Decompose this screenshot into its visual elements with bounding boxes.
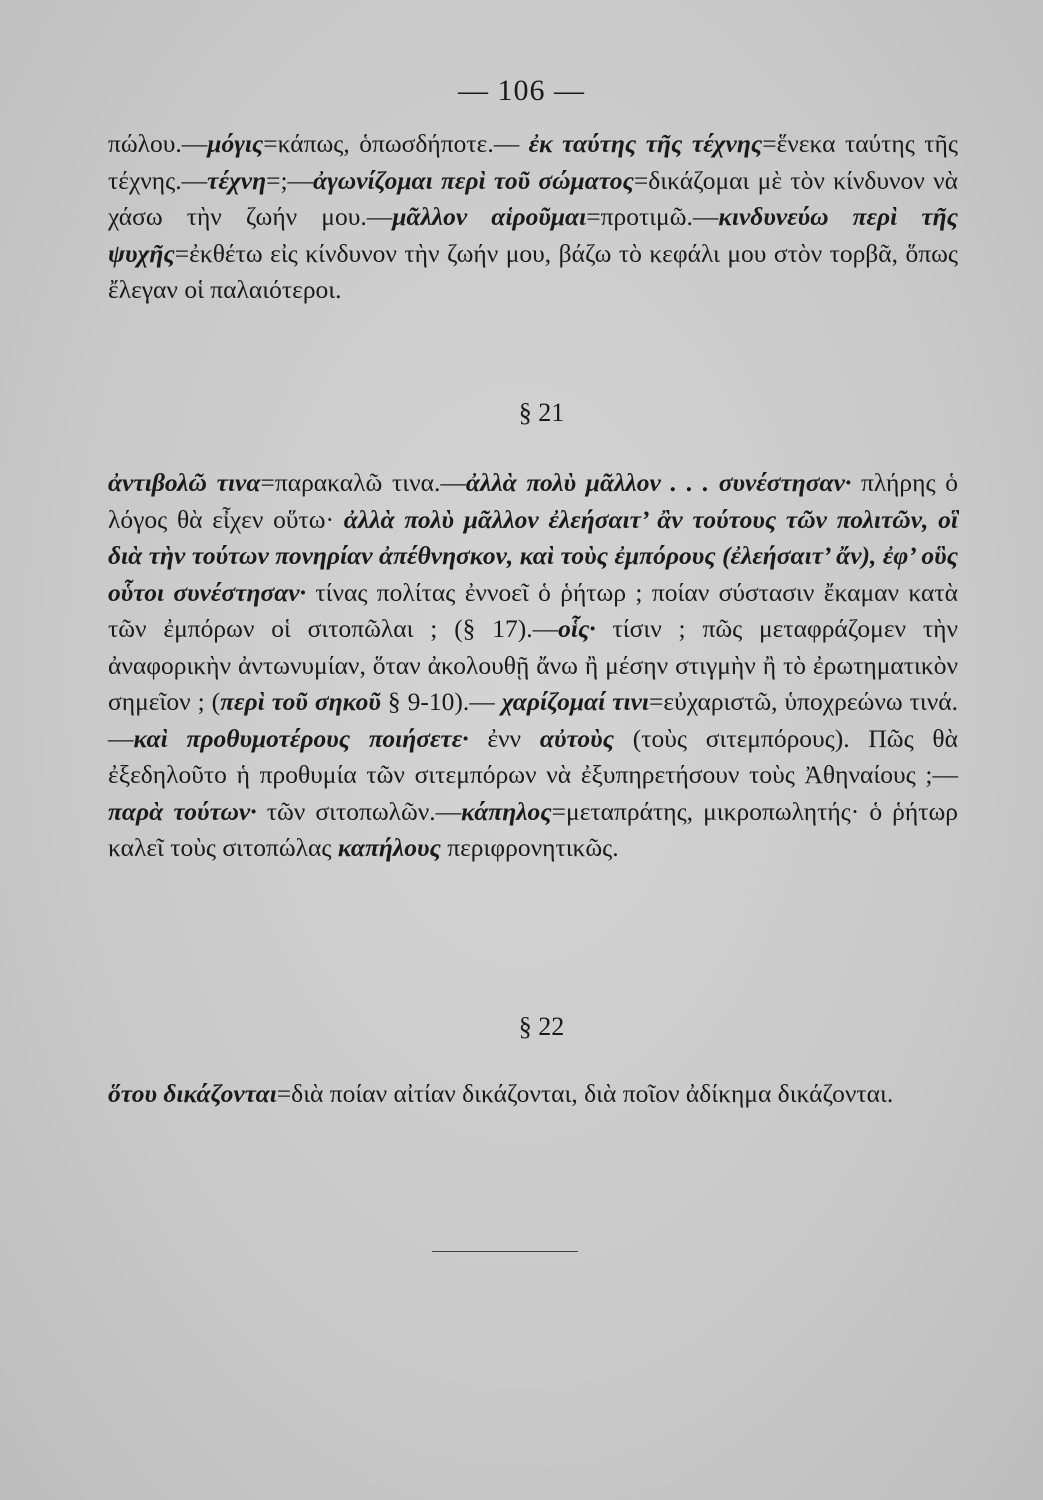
page-number: — 106 — <box>458 74 585 107</box>
lemma-term: κάπηλος <box>461 796 552 826</box>
gloss-text: πώλου.— <box>108 129 208 158</box>
gloss-text: τίσιν ; πῶς μεταφράζομεν τὴν ἀναφορικὴν ἀντωνυμίαν, ὅταν ἀκολουθῇ ἄνω ἢ μέσην στιγμὴν ἢ τὸ ἐρωτηματικὸν σημεῖον ; ( <box>108 614 958 716</box>
lemma-term: ἐκ ταύτης τῆς τέχνης <box>528 129 763 158</box>
lemma-term: αὐτοὺς <box>539 723 615 753</box>
paragraph-glossary-22 <box>108 1076 958 1113</box>
lemma-term: τέχνη <box>207 165 267 195</box>
paragraph-glossary-21 <box>108 465 958 867</box>
gloss-text: =κάπως, ὁπωσδήποτε.— <box>263 129 529 158</box>
gloss-text: =μεταπράτης, μικροπωλητής· ὁ ῥήτωρ καλεῖ τοὺς σιτοπώλας <box>108 796 958 862</box>
gloss-text: τῶν σιτοπωλῶν.— <box>256 796 462 826</box>
gloss-text: =δικάζομαι μὲ τὸν κίνδυνον νὰ χάσω τὴν ζωήν μου.— <box>108 165 958 231</box>
lemma-term: μᾶλλον αἱροῦμαι <box>392 202 587 231</box>
lemma-term: κινδυνεύω περὶ τῆς ψυχῆς <box>108 202 958 268</box>
gloss-text: =ἐκθέτω εἰς κίνδυνον τὴν ζωήν μου, βάζω τὸ κεφάλι μου στὸν τορβᾶ, ὅπως ἔλεγαν οἱ παλαιότεροι. <box>108 238 958 304</box>
lemma-term: παρὰ τούτων· <box>108 796 257 826</box>
closing-rule <box>432 1251 578 1252</box>
gloss-text: =;— <box>266 165 314 195</box>
gloss-text: =προτιμῶ.— <box>586 202 719 231</box>
lemma-term: ἀλλὰ πολὺ μᾶλλον ἐλεήσαιτ’ ἂν τούτους τῶν πολιτῶν, οἳ διὰ τὴν τούτων πονηρίαν ἀπέθνησκον, καὶ τοὺς ἐμπόρους (ἐλεήσαιτ’ ἄν), ἐφ’ οὓς οὗτοι συνέστησαν· <box>108 504 959 607</box>
lemma-term: περὶ τοῦ σηκοῦ <box>220 687 381 716</box>
lemma-term: ὅτου δικάζονται <box>108 1079 277 1108</box>
lemma-term: καπήλους <box>337 833 441 862</box>
gloss-text: ἐνν <box>468 723 540 753</box>
paragraph-glossary-1 <box>108 126 958 309</box>
lemma-term: καὶ προθυμοτέρους ποιήσετε· <box>133 723 469 753</box>
gloss-text: =διὰ ποίαν αἰτίαν δικάζονται, διὰ ποῖον ἀδίκημα δικάζονται. <box>276 1079 894 1108</box>
lemma-term: ἀλλὰ πολὺ μᾶλλον . . . συνέστησαν· <box>465 468 852 497</box>
gloss-text: =ἕνεκα ταύτης τῆς τέχνης.— <box>108 129 958 195</box>
lemma-term: ἀντιβολῶ τινα <box>108 468 261 497</box>
gloss-text: περιφρονητικῶς. <box>440 833 619 862</box>
lemma-term: μόγις <box>207 129 264 158</box>
gloss-text: § 9-10).— <box>380 687 502 716</box>
gloss-text: τίνας πολίτας ἐννοεῖ ὁ ῥήτωρ ; ποίαν σύστασιν ἔκαμαν κατὰ τῶν ἐμπόρων οἱ σιτοπῶλαι ; (§ 17).— <box>108 577 958 643</box>
gloss-text: (τοὺς σιτεμπόρους). Πῶς θὰ ἐξεδηλοῦτο ἡ προθυμία τῶν σιτεμπόρων νὰ ἐξυπηρετήσουν τοὺς Ἀθηναίους ;— <box>108 723 958 789</box>
gloss-text: =εὐχαριστῶ, ὑποχρεώνω τινά.— <box>108 687 958 753</box>
lemma-term: χαρίζομαί τινι <box>501 687 649 716</box>
section-heading-22: § 22 <box>518 1012 565 1041</box>
gloss-text: πλήρης ὁ λόγος θὰ εἶχεν οὕτω· <box>108 468 959 534</box>
lemma-term: ἀγωνίζομαι περὶ τοῦ σώματος <box>313 165 634 195</box>
gloss-text: =παρακαλῶ τινα.— <box>260 468 466 497</box>
lemma-term: οἷς· <box>558 614 596 643</box>
section-heading-21: § 21 <box>518 398 565 427</box>
